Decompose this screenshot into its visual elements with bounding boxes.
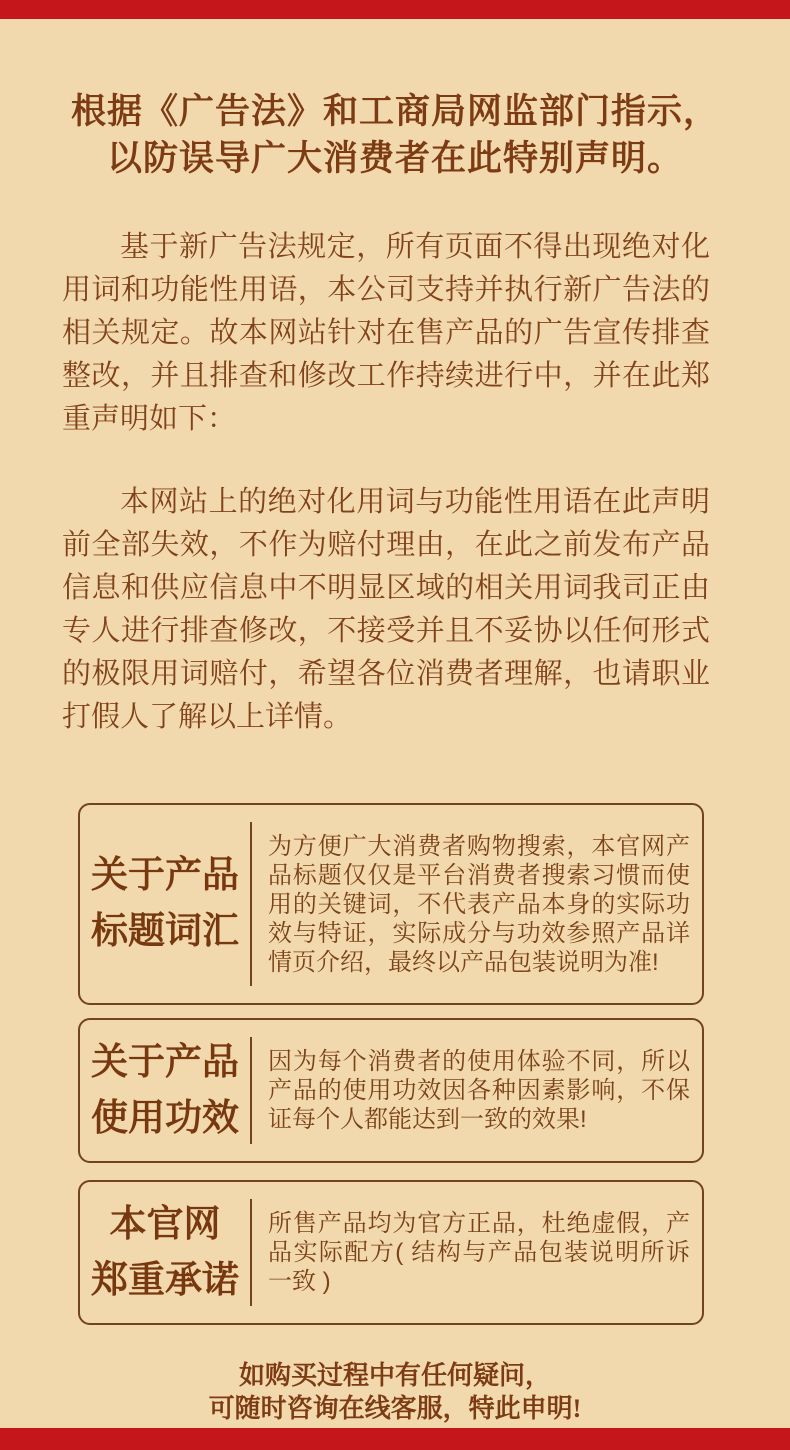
notice-box-label <box>80 848 250 960</box>
notice-box-label-line2: 郑重承诺 <box>91 1259 239 1301</box>
paragraph-law-basis: 基于新广告法规定，所有页面不得出现绝对化用词和功能性用语，本公司支持并执行新广告法的相关规定。故本网站针对在售产品的广告宣传排查整改，并且排查和修改工作持续进行中，并在此郑重声明如下： <box>62 231 710 435</box>
notice-box-text: 所售产品均为官方正品，杜绝虚假，产品实际配方( 结构与产品包装说明所诉一致 ) <box>268 1210 690 1295</box>
top-red-band <box>0 0 790 19</box>
page-title-line2: 以防误导广大消费者在此特别声明。 <box>106 139 683 178</box>
notice-box-official-promise <box>78 1180 704 1325</box>
page-title-line1: 根据《广告法》和工商局网监部门指示， <box>70 92 719 131</box>
notice-box-text: 为方便广大消费者购物搜索，本官网产品标题仅仅是平台消费者搜索习惯而使用的关键词，不代表产品本身的实际功效与特证，实际成分与功效参照产品详情页介绍，最终以产品包装说明为准! <box>268 832 690 976</box>
bottom-red-band <box>0 1428 790 1450</box>
notice-box-label-line2: 使用功效 <box>91 1097 239 1139</box>
notice-box-product-title-keywords <box>78 803 704 1005</box>
notice-box-label-line1: 关于产品 <box>91 1041 239 1083</box>
page-title <box>0 0 790 182</box>
paragraph-statement: 本网站上的绝对化用词与功能性用语在此声明前全部失效，不作为赔付理由，在此之前发布产品信息和供应信息中不明显区域的相关用词我司正由专人进行排查修改，不接受并且不妥协以任何形式的极限用词赔付，希望各位消费者理解，也请职业打假人了解以上详情。 <box>62 486 710 733</box>
footer-note-line2: 可随时咨询在线客服，特此申明! <box>208 1394 582 1423</box>
notice-box-label-line2: 标题词汇 <box>91 911 239 952</box>
notice-box-label <box>80 1197 250 1309</box>
notice-box-label-line1: 本官网 <box>109 1203 221 1245</box>
notice-box-label <box>80 1035 250 1147</box>
footer-note-line1: 如购买过程中有任何疑问， <box>238 1361 551 1390</box>
footer-note <box>0 1359 790 1425</box>
notice-box-text: 因为每个消费者的使用体验不同，所以产品的使用功效因各种因素影响，不保证每个人都能达到一致的效果! <box>268 1048 690 1133</box>
notice-box-product-effect <box>78 1018 704 1163</box>
notice-box-label-line1: 关于产品 <box>91 855 239 896</box>
